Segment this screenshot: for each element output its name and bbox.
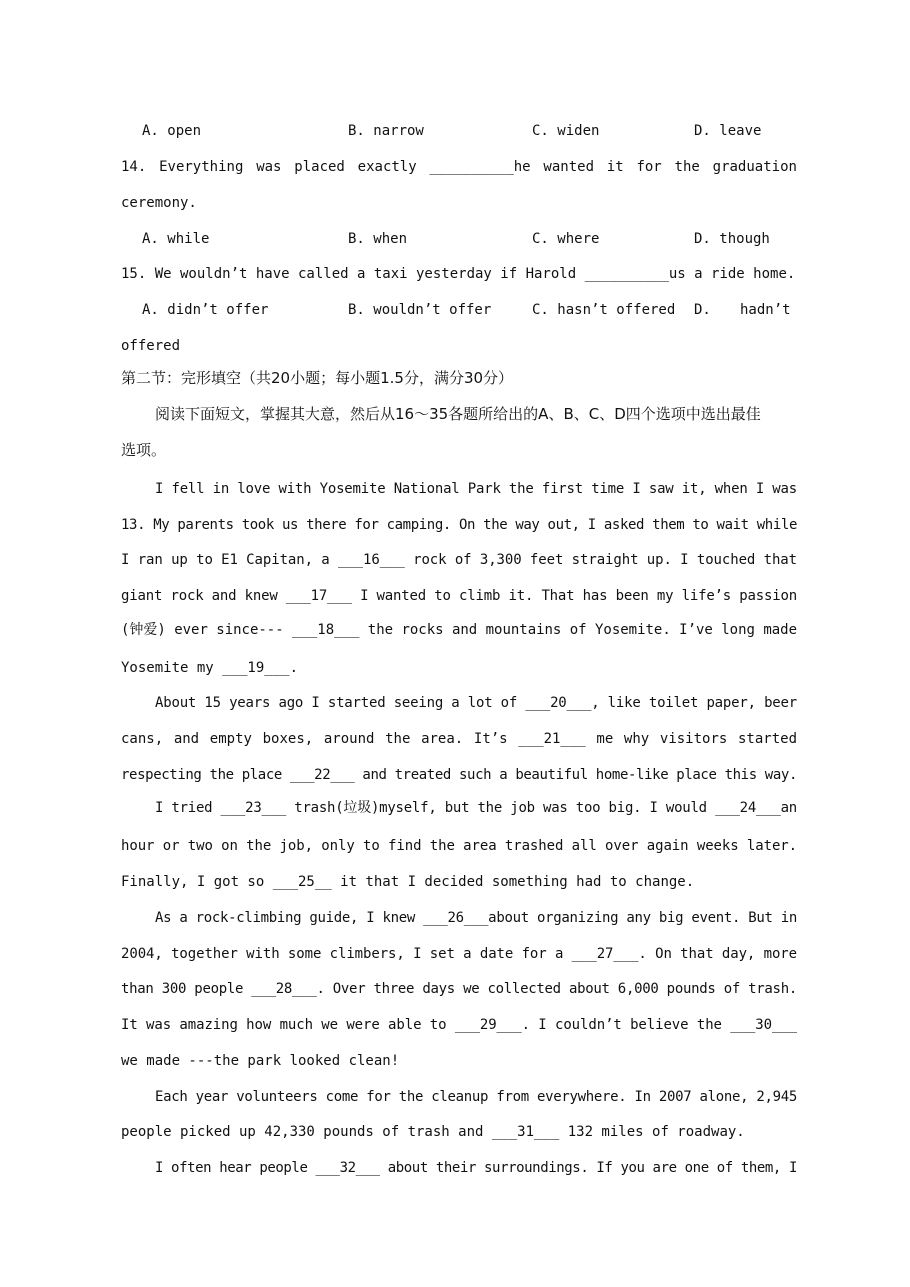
passage-line: As a rock-climbing guide, I knew ___26___about organizing any big event. But in	[155, 910, 797, 926]
passage-line: giant rock and knew ___17___ I wanted to climb it. That has been my life’s passion	[121, 588, 797, 604]
q14-option-a: A. while	[142, 231, 210, 247]
passage-line: I fell in love with Yosemite National Park the first time I saw it, when I was	[155, 481, 797, 497]
q14-stem-line2: ceremony.	[121, 195, 197, 211]
passage-line: cans, and empty boxes, around the area. It’s ___21___ me why visitors started	[121, 731, 797, 747]
passage-line: Yosemite my ___19___.	[121, 660, 299, 676]
q15-option-c: C. hasn’t offered	[532, 302, 676, 318]
q13-option-b: B. narrow	[348, 123, 424, 139]
q15-option-d-cont: offered	[121, 338, 181, 354]
passage-line: 2004, together with some climbers, I set a date for a ___27___. On that day, more	[121, 946, 797, 962]
section-instruction: 阅读下面短文，掌握其大意，然后从16～35各题所给出的A、B、C、D四个选项中选出最佳	[155, 405, 761, 423]
passage-line: Finally, I got so ___25__ it that I decided something had to change.	[121, 874, 695, 890]
q14-stem-line1: 14. Everything was placed exactly __________he wanted it for the graduation	[121, 159, 797, 175]
passage-line: Each year volunteers come for the cleanup from everywhere. In 2007 alone, 2,945	[155, 1089, 797, 1105]
passage-line: (钟爱) ever since--- ___18___ the rocks and mountains of Yosemite. I’ve long made	[121, 622, 797, 638]
q14-option-b: B. when	[348, 231, 408, 247]
q15-option-d-label: D.	[694, 302, 711, 318]
q14-option-d: D. though	[694, 231, 770, 247]
q15-option-a: A. didn’t offer	[142, 302, 269, 318]
q15-stem: 15. We wouldn’t have called a taxi yesterday if Harold __________us a ride home.	[121, 266, 796, 282]
q13-option-d: D. leave	[694, 123, 762, 139]
passage-line: It was amazing how much we were able to ___29___. I couldn’t believe the ___30___	[121, 1017, 797, 1033]
passage-line: we made ---the park looked clean!	[121, 1053, 400, 1069]
passage-line: respecting the place ___22___ and treated such a beautiful home-like place this way.	[121, 767, 797, 783]
section-instruction-cont: 选项。	[121, 441, 167, 459]
passage-line: 13. My parents took us there for camping. On the way out, I asked them to wait while	[121, 517, 797, 533]
passage-line: than 300 people ___28___. Over three days we collected about 6,000 pounds of trash.	[121, 981, 797, 997]
passage-line: people picked up 42,330 pounds of trash and ___31___ 132 miles of roadway.	[121, 1124, 745, 1140]
q15-option-b: B. wouldn’t offer	[348, 302, 492, 318]
passage-line: I often hear people ___32___ about their surroundings. If you are one of them, I	[155, 1160, 798, 1176]
q14-option-c: C. where	[532, 231, 600, 247]
section-title: 第二节：完形填空（共20小题；每小题1.5分，满分30分）	[121, 369, 514, 387]
q15-option-d-text: hadn’t	[740, 302, 791, 318]
passage-line: About 15 years ago I started seeing a lot of ___20___, like toilet paper, beer	[155, 695, 797, 711]
passage-line: I tried ___23___ trash(垃圾)myself, but the job was too big. I would ___24___an	[155, 800, 797, 816]
q13-option-c: C. widen	[532, 123, 600, 139]
q13-option-a: A. open	[142, 123, 202, 139]
passage-line: I ran up to E1 Capitan, a ___16___ rock of 3,300 feet straight up. I touched that	[121, 552, 797, 568]
passage-line: hour or two on the job, only to find the area trashed all over again weeks later.	[121, 838, 797, 854]
